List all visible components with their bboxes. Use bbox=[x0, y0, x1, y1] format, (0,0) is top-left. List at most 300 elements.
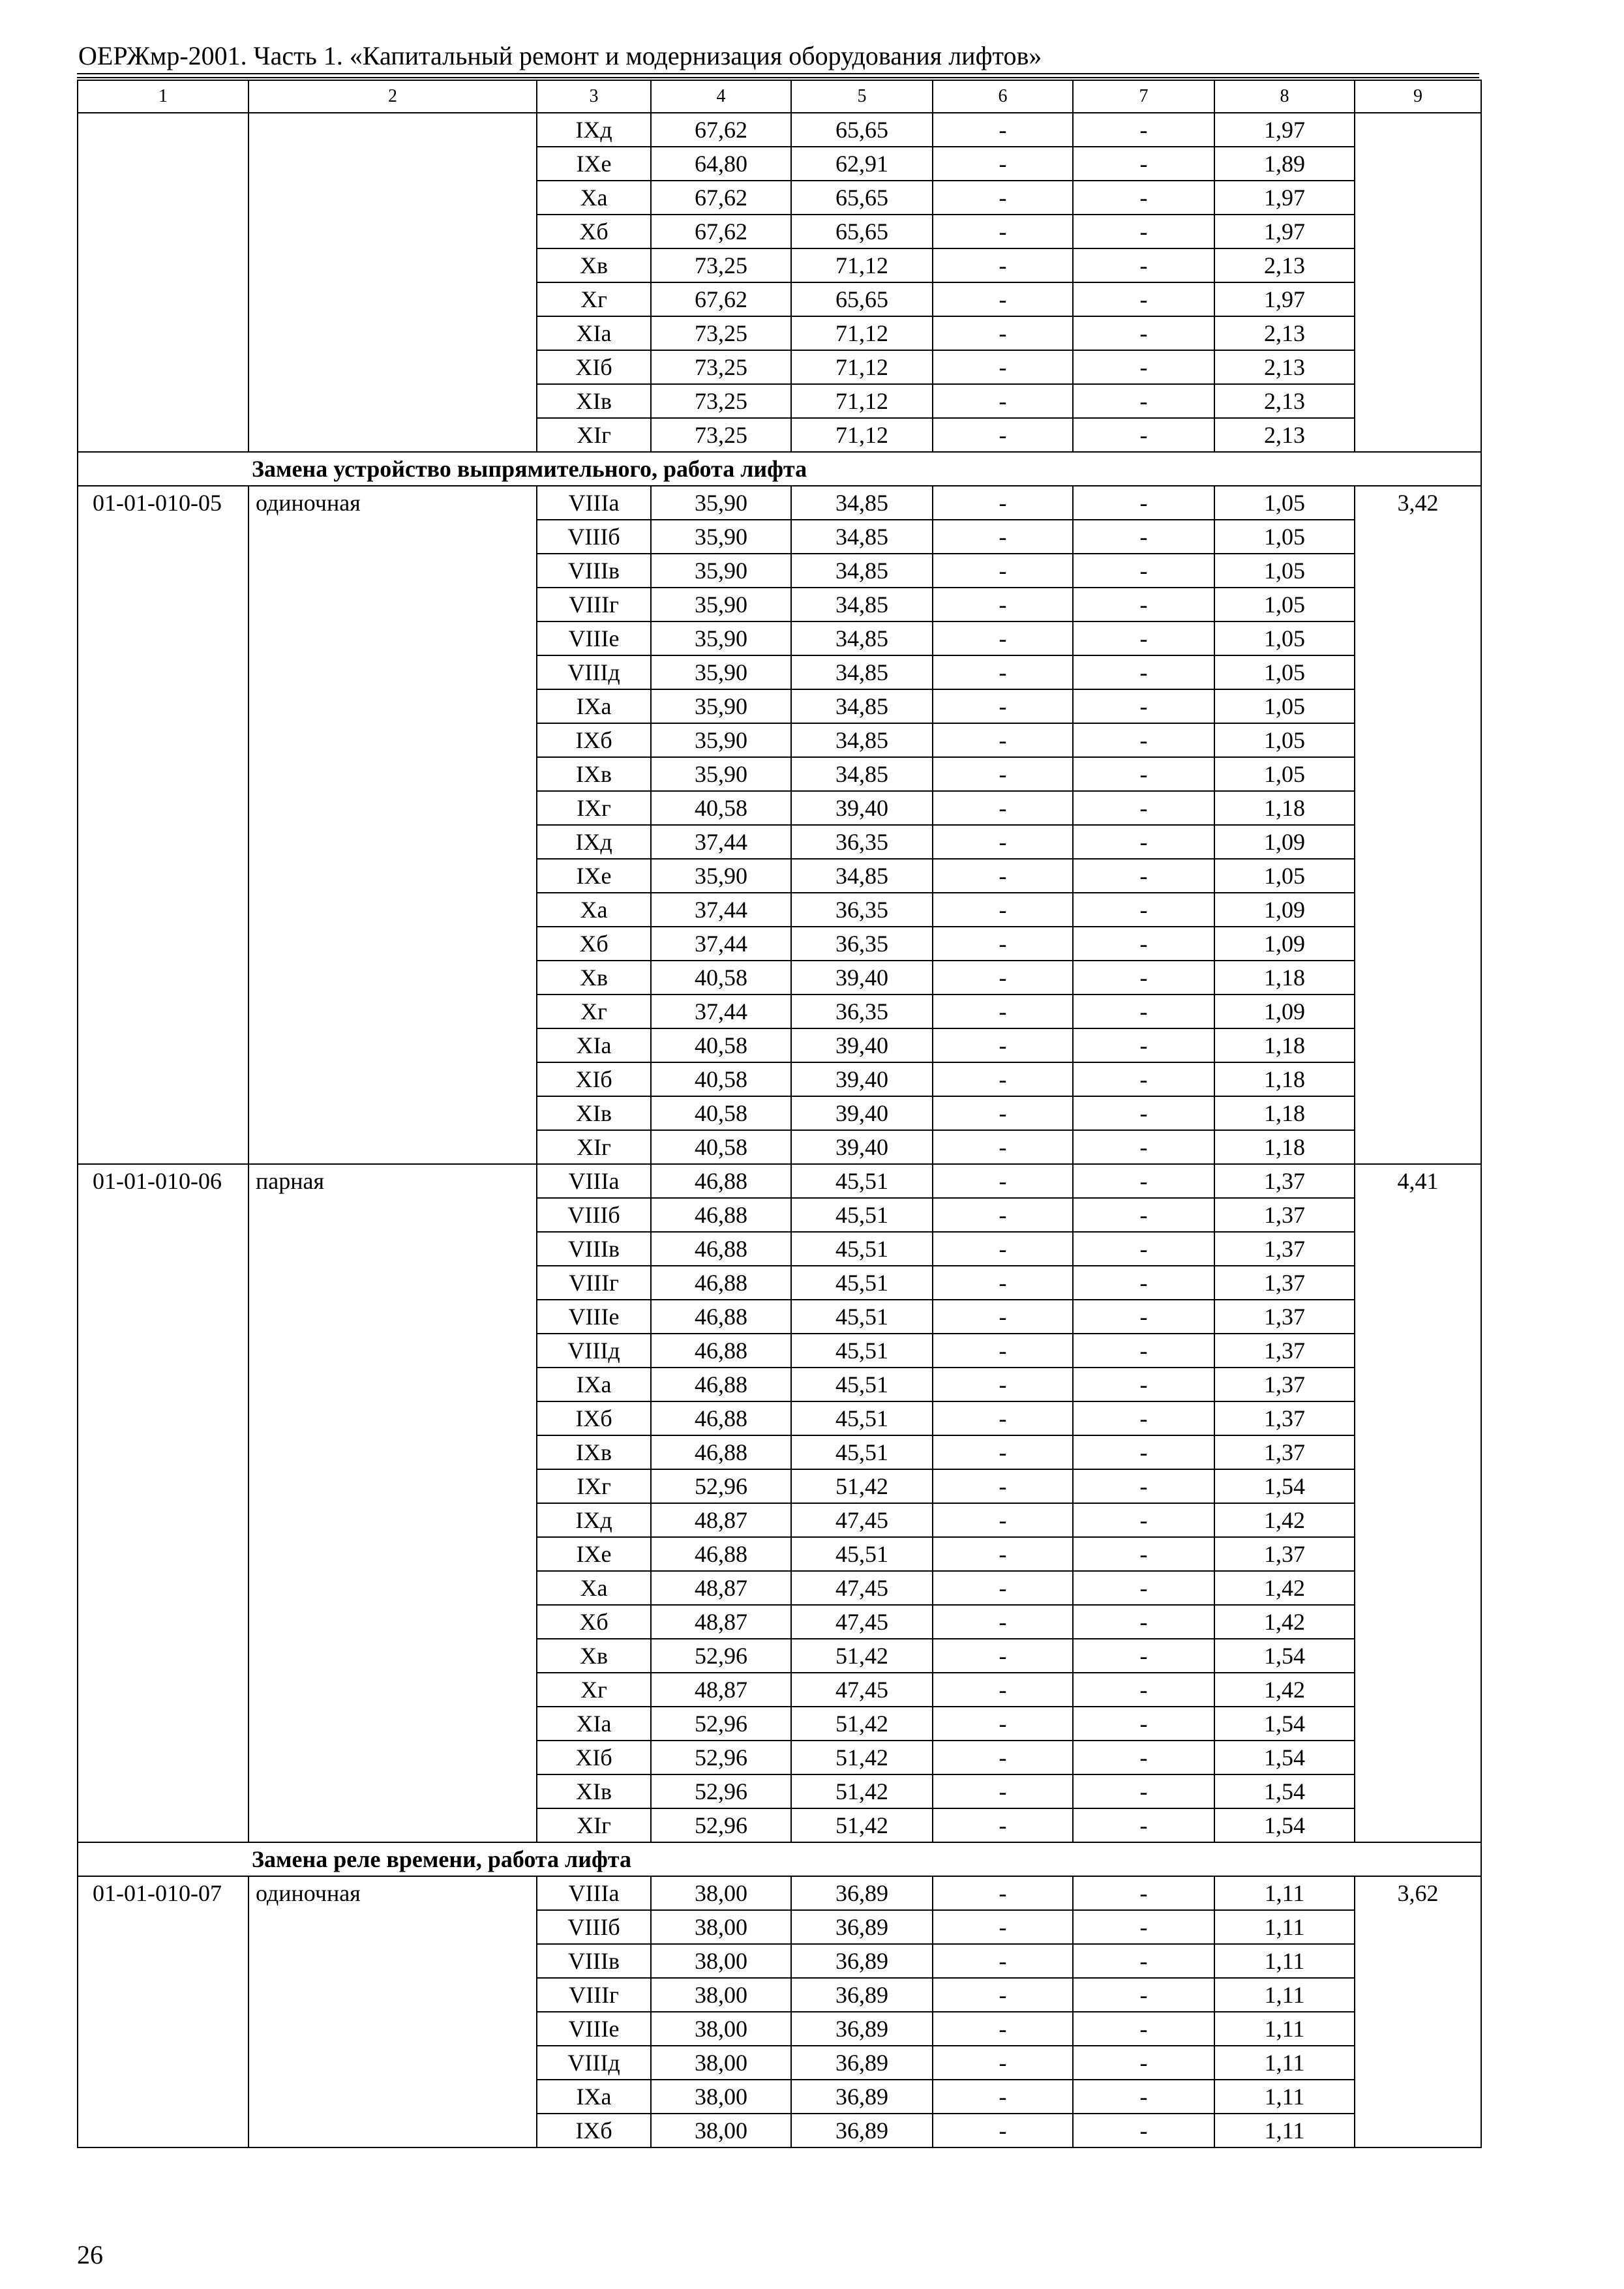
machine-cost-cell: - bbox=[933, 282, 1073, 316]
machine-cost-cell: - bbox=[933, 1164, 1073, 1198]
machinist-wages-cell: - bbox=[1073, 1571, 1214, 1605]
machinist-wages-cell: - bbox=[1073, 1774, 1214, 1808]
machine-cost-cell: - bbox=[933, 1401, 1073, 1435]
materials-cell: 1,18 bbox=[1214, 1096, 1355, 1130]
materials-cell: 1,89 bbox=[1214, 147, 1355, 181]
wages-cell: 36,35 bbox=[791, 893, 933, 927]
materials-cell: 2,13 bbox=[1214, 418, 1355, 452]
materials-cell: 1,37 bbox=[1214, 1164, 1355, 1198]
wages-cell: 47,45 bbox=[791, 1503, 933, 1537]
lift-type-cell: IXе bbox=[537, 1537, 651, 1571]
cost-total-cell: 48,87 bbox=[651, 1673, 791, 1707]
cost-total-cell: 38,00 bbox=[651, 2012, 791, 2046]
machine-cost-cell: - bbox=[933, 1944, 1073, 1978]
wages-cell: 45,51 bbox=[791, 1266, 933, 1300]
column-number: 6 bbox=[933, 80, 1073, 113]
machinist-wages-cell: - bbox=[1073, 588, 1214, 621]
cost-total-cell: 73,25 bbox=[651, 384, 791, 418]
wages-cell: 34,85 bbox=[791, 757, 933, 791]
lift-type-cell: VIIIа bbox=[537, 1876, 651, 1910]
section-title-row bbox=[78, 1842, 1481, 1876]
code-cell: 01-01-010-07 bbox=[78, 1876, 248, 2147]
lift-type-cell: Xв bbox=[537, 1639, 651, 1673]
wages-cell: 65,65 bbox=[791, 215, 933, 248]
cost-total-cell: 35,90 bbox=[651, 486, 791, 520]
labor-total-cell bbox=[1355, 113, 1481, 452]
cost-total-cell: 35,90 bbox=[651, 723, 791, 757]
materials-cell: 1,05 bbox=[1214, 655, 1355, 689]
machinist-wages-cell: - bbox=[1073, 1232, 1214, 1266]
description-cell: одиночная bbox=[248, 486, 537, 1164]
cost-total-cell: 46,88 bbox=[651, 1266, 791, 1300]
lift-type-cell: VIIIе bbox=[537, 2012, 651, 2046]
machinist-wages-cell: - bbox=[1073, 1605, 1214, 1639]
wages-cell: 51,42 bbox=[791, 1774, 933, 1808]
materials-cell: 1,37 bbox=[1214, 1435, 1355, 1469]
machine-cost-cell: - bbox=[933, 1774, 1073, 1808]
machinist-wages-cell: - bbox=[1073, 1300, 1214, 1334]
machinist-wages-cell: - bbox=[1073, 1808, 1214, 1842]
materials-cell: 1,54 bbox=[1214, 1469, 1355, 1503]
wages-cell: 34,85 bbox=[791, 689, 933, 723]
machinist-wages-cell: - bbox=[1073, 248, 1214, 282]
wages-cell: 71,12 bbox=[791, 384, 933, 418]
machine-cost-cell: - bbox=[933, 1978, 1073, 2012]
lift-type-cell: Xв bbox=[537, 961, 651, 995]
machine-cost-cell: - bbox=[933, 1028, 1073, 1062]
machinist-wages-cell: - bbox=[1073, 282, 1214, 316]
wages-cell: 34,85 bbox=[791, 588, 933, 621]
materials-cell: 2,13 bbox=[1214, 316, 1355, 350]
cost-total-cell: 67,62 bbox=[651, 113, 791, 147]
machinist-wages-cell: - bbox=[1073, 791, 1214, 825]
materials-cell: 1,37 bbox=[1214, 1232, 1355, 1266]
wages-cell: 39,40 bbox=[791, 1028, 933, 1062]
description-cell: парная bbox=[248, 1164, 537, 1842]
lift-type-cell: IXе bbox=[537, 859, 651, 893]
wages-cell: 39,40 bbox=[791, 1062, 933, 1096]
column-number: 7 bbox=[1073, 80, 1214, 113]
wages-cell: 45,51 bbox=[791, 1300, 933, 1334]
wages-cell: 36,35 bbox=[791, 995, 933, 1028]
machine-cost-cell: - bbox=[933, 1368, 1073, 1401]
cost-total-cell: 38,00 bbox=[651, 1910, 791, 1944]
wages-cell: 34,85 bbox=[791, 554, 933, 588]
machine-cost-cell: - bbox=[933, 113, 1073, 147]
machinist-wages-cell: - bbox=[1073, 486, 1214, 520]
machine-cost-cell: - bbox=[933, 384, 1073, 418]
lift-type-cell: IXг bbox=[537, 791, 651, 825]
materials-cell: 1,97 bbox=[1214, 282, 1355, 316]
cost-total-cell: 46,88 bbox=[651, 1435, 791, 1469]
lift-type-cell: XIб bbox=[537, 350, 651, 384]
machine-cost-cell: - bbox=[933, 1808, 1073, 1842]
wages-cell: 36,89 bbox=[791, 1944, 933, 1978]
machinist-wages-cell: - bbox=[1073, 1334, 1214, 1368]
materials-cell: 1,42 bbox=[1214, 1673, 1355, 1707]
machine-cost-cell: - bbox=[933, 1571, 1073, 1605]
cost-total-cell: 38,00 bbox=[651, 2046, 791, 2080]
materials-cell: 1,54 bbox=[1214, 1774, 1355, 1808]
machinist-wages-cell: - bbox=[1073, 1130, 1214, 1164]
materials-cell: 2,13 bbox=[1214, 248, 1355, 282]
lift-type-cell: VIIIг bbox=[537, 1978, 651, 2012]
lift-type-cell: Xб bbox=[537, 927, 651, 961]
machine-cost-cell: - bbox=[933, 1198, 1073, 1232]
machinist-wages-cell: - bbox=[1073, 520, 1214, 554]
wages-cell: 65,65 bbox=[791, 113, 933, 147]
materials-cell: 1,18 bbox=[1214, 961, 1355, 995]
machinist-wages-cell: - bbox=[1073, 1503, 1214, 1537]
machinist-wages-cell: - bbox=[1073, 1096, 1214, 1130]
column-number: 2 bbox=[248, 80, 537, 113]
materials-cell: 1,05 bbox=[1214, 859, 1355, 893]
materials-cell: 1,54 bbox=[1214, 1741, 1355, 1774]
cost-total-cell: 35,90 bbox=[651, 655, 791, 689]
machine-cost-cell: - bbox=[933, 1876, 1073, 1910]
lift-type-cell: IXд bbox=[537, 1503, 651, 1537]
header-rule bbox=[77, 77, 1479, 78]
lift-type-cell: VIIIб bbox=[537, 1910, 651, 1944]
machinist-wages-cell: - bbox=[1073, 1707, 1214, 1741]
cost-total-cell: 46,88 bbox=[651, 1198, 791, 1232]
machine-cost-cell: - bbox=[933, 2046, 1073, 2080]
lift-type-cell: Xв bbox=[537, 248, 651, 282]
machine-cost-cell: - bbox=[933, 927, 1073, 961]
lift-type-cell: XIб bbox=[537, 1741, 651, 1774]
materials-cell: 1,11 bbox=[1214, 1978, 1355, 2012]
machine-cost-cell: - bbox=[933, 1503, 1073, 1537]
machinist-wages-cell: - bbox=[1073, 113, 1214, 147]
lift-type-cell: Xг bbox=[537, 995, 651, 1028]
machine-cost-cell: - bbox=[933, 1673, 1073, 1707]
lift-type-cell: XIа bbox=[537, 316, 651, 350]
wages-cell: 51,42 bbox=[791, 1741, 933, 1774]
cost-total-cell: 52,96 bbox=[651, 1469, 791, 1503]
lift-type-cell: Xб bbox=[537, 215, 651, 248]
lift-type-cell: VIIIв bbox=[537, 554, 651, 588]
machinist-wages-cell: - bbox=[1073, 1741, 1214, 1774]
lift-type-cell: VIIIе bbox=[537, 621, 651, 655]
wages-cell: 51,42 bbox=[791, 1707, 933, 1741]
lift-type-cell: IXб bbox=[537, 723, 651, 757]
cost-total-cell: 40,58 bbox=[651, 1028, 791, 1062]
machinist-wages-cell: - bbox=[1073, 1164, 1214, 1198]
machinist-wages-cell: - bbox=[1073, 1537, 1214, 1571]
materials-cell: 1,11 bbox=[1214, 1910, 1355, 1944]
materials-cell: 1,37 bbox=[1214, 1401, 1355, 1435]
code-cell: 01-01-010-05 bbox=[78, 486, 248, 1164]
wages-cell: 47,45 bbox=[791, 1673, 933, 1707]
machine-cost-cell: - bbox=[933, 1232, 1073, 1266]
wages-cell: 36,89 bbox=[791, 1978, 933, 2012]
cost-total-cell: 46,88 bbox=[651, 1401, 791, 1435]
machine-cost-cell: - bbox=[933, 350, 1073, 384]
lift-type-cell: XIа bbox=[537, 1707, 651, 1741]
cost-total-cell: 73,25 bbox=[651, 350, 791, 384]
section-title: Замена реле времени, работа лифта bbox=[78, 1842, 1481, 1876]
machine-cost-cell: - bbox=[933, 689, 1073, 723]
wages-cell: 51,42 bbox=[791, 1469, 933, 1503]
machine-cost-cell: - bbox=[933, 316, 1073, 350]
machine-cost-cell: - bbox=[933, 2080, 1073, 2114]
machine-cost-cell: - bbox=[933, 757, 1073, 791]
machinist-wages-cell: - bbox=[1073, 1435, 1214, 1469]
materials-cell: 1,05 bbox=[1214, 554, 1355, 588]
cost-total-cell: 73,25 bbox=[651, 418, 791, 452]
machine-cost-cell: - bbox=[933, 486, 1073, 520]
lift-type-cell: Xа bbox=[537, 893, 651, 927]
lift-type-cell: XIв bbox=[537, 384, 651, 418]
machine-cost-cell: - bbox=[933, 1639, 1073, 1673]
wages-cell: 65,65 bbox=[791, 181, 933, 215]
wages-cell: 34,85 bbox=[791, 723, 933, 757]
cost-total-cell: 38,00 bbox=[651, 1978, 791, 2012]
section-title: Замена устройство выпрямительного, работа лифта bbox=[78, 452, 1481, 486]
materials-cell: 1,05 bbox=[1214, 520, 1355, 554]
wages-cell: 34,85 bbox=[791, 520, 933, 554]
wages-cell: 71,12 bbox=[791, 350, 933, 384]
materials-cell: 1,42 bbox=[1214, 1571, 1355, 1605]
lift-type-cell: IXв bbox=[537, 757, 651, 791]
wages-cell: 71,12 bbox=[791, 316, 933, 350]
wages-cell: 36,89 bbox=[791, 2046, 933, 2080]
lift-type-cell: Xг bbox=[537, 282, 651, 316]
machinist-wages-cell: - bbox=[1073, 1062, 1214, 1096]
cost-total-cell: 52,96 bbox=[651, 1707, 791, 1741]
materials-cell: 1,11 bbox=[1214, 2114, 1355, 2147]
lift-type-cell: VIIIд bbox=[537, 2046, 651, 2080]
cost-total-cell: 38,00 bbox=[651, 1876, 791, 1910]
lift-type-cell: XIб bbox=[537, 1062, 651, 1096]
wages-cell: 39,40 bbox=[791, 1130, 933, 1164]
materials-cell: 1,05 bbox=[1214, 486, 1355, 520]
materials-cell: 1,97 bbox=[1214, 113, 1355, 147]
rates-table-body bbox=[78, 80, 1481, 2147]
machine-cost-cell: - bbox=[933, 588, 1073, 621]
lift-type-cell: Xг bbox=[537, 1673, 651, 1707]
cost-total-cell: 67,62 bbox=[651, 282, 791, 316]
wages-cell: 45,51 bbox=[791, 1401, 933, 1435]
machinist-wages-cell: - bbox=[1073, 1028, 1214, 1062]
wages-cell: 47,45 bbox=[791, 1605, 933, 1639]
cost-total-cell: 46,88 bbox=[651, 1368, 791, 1401]
machine-cost-cell: - bbox=[933, 2114, 1073, 2147]
materials-cell: 1,05 bbox=[1214, 689, 1355, 723]
cost-total-cell: 35,90 bbox=[651, 621, 791, 655]
cost-total-cell: 35,90 bbox=[651, 588, 791, 621]
machinist-wages-cell: - bbox=[1073, 859, 1214, 893]
machinist-wages-cell: - bbox=[1073, 1944, 1214, 1978]
wages-cell: 45,51 bbox=[791, 1198, 933, 1232]
cost-total-cell: 48,87 bbox=[651, 1503, 791, 1537]
cost-total-cell: 37,44 bbox=[651, 825, 791, 859]
page-number: 26 bbox=[77, 2240, 103, 2269]
cost-total-cell: 52,96 bbox=[651, 1774, 791, 1808]
materials-cell: 1,18 bbox=[1214, 791, 1355, 825]
machine-cost-cell: - bbox=[933, 1537, 1073, 1571]
materials-cell: 1,09 bbox=[1214, 893, 1355, 927]
column-number: 9 bbox=[1355, 80, 1481, 113]
lift-type-cell: VIIIв bbox=[537, 1944, 651, 1978]
machine-cost-cell: - bbox=[933, 248, 1073, 282]
machine-cost-cell: - bbox=[933, 1910, 1073, 1944]
materials-cell: 1,37 bbox=[1214, 1300, 1355, 1334]
wages-cell: 36,89 bbox=[791, 2114, 933, 2147]
machine-cost-cell: - bbox=[933, 1605, 1073, 1639]
lift-type-cell: VIIIе bbox=[537, 1300, 651, 1334]
cost-total-cell: 38,00 bbox=[651, 2114, 791, 2147]
materials-cell: 1,37 bbox=[1214, 1334, 1355, 1368]
machinist-wages-cell: - bbox=[1073, 181, 1214, 215]
materials-cell: 1,37 bbox=[1214, 1537, 1355, 1571]
machine-cost-cell: - bbox=[933, 893, 1073, 927]
lift-type-cell: XIв bbox=[537, 1774, 651, 1808]
materials-cell: 1,54 bbox=[1214, 1639, 1355, 1673]
lift-type-cell: XIг bbox=[537, 1130, 651, 1164]
lift-type-cell: IXг bbox=[537, 1469, 651, 1503]
machine-cost-cell: - bbox=[933, 791, 1073, 825]
machinist-wages-cell: - bbox=[1073, 757, 1214, 791]
description-cell bbox=[248, 113, 537, 452]
lift-type-cell: IXа bbox=[537, 1368, 651, 1401]
wages-cell: 39,40 bbox=[791, 791, 933, 825]
materials-cell: 2,13 bbox=[1214, 384, 1355, 418]
machine-cost-cell: - bbox=[933, 1266, 1073, 1300]
lift-type-cell: Xа bbox=[537, 181, 651, 215]
lift-type-cell: Xб bbox=[537, 1605, 651, 1639]
column-number-row bbox=[78, 80, 1481, 113]
materials-cell: 1,37 bbox=[1214, 1198, 1355, 1232]
wages-cell: 45,51 bbox=[791, 1164, 933, 1198]
materials-cell: 2,13 bbox=[1214, 350, 1355, 384]
machinist-wages-cell: - bbox=[1073, 1639, 1214, 1673]
materials-cell: 1,18 bbox=[1214, 1028, 1355, 1062]
machinist-wages-cell: - bbox=[1073, 1910, 1214, 1944]
lift-type-cell: Xа bbox=[537, 1571, 651, 1605]
cost-total-cell: 46,88 bbox=[651, 1334, 791, 1368]
wages-cell: 36,89 bbox=[791, 2080, 933, 2114]
machine-cost-cell: - bbox=[933, 961, 1073, 995]
materials-cell: 1,18 bbox=[1214, 1062, 1355, 1096]
machinist-wages-cell: - bbox=[1073, 825, 1214, 859]
wages-cell: 36,89 bbox=[791, 1876, 933, 1910]
table-row bbox=[78, 113, 1481, 147]
materials-cell: 1,18 bbox=[1214, 1130, 1355, 1164]
materials-cell: 1,37 bbox=[1214, 1368, 1355, 1401]
machinist-wages-cell: - bbox=[1073, 418, 1214, 452]
machine-cost-cell: - bbox=[933, 1062, 1073, 1096]
materials-cell: 1,05 bbox=[1214, 757, 1355, 791]
cost-total-cell: 64,80 bbox=[651, 147, 791, 181]
materials-cell: 1,11 bbox=[1214, 2012, 1355, 2046]
page-header-title: ОЕРЖмр-2001. Часть 1. «Капитальный ремонт и модернизация оборудования лифтов» bbox=[78, 41, 1042, 70]
machine-cost-cell: - bbox=[933, 2012, 1073, 2046]
lift-type-cell: XIг bbox=[537, 418, 651, 452]
cost-total-cell: 35,90 bbox=[651, 520, 791, 554]
machine-cost-cell: - bbox=[933, 621, 1073, 655]
table-row bbox=[78, 1164, 1481, 1198]
lift-type-cell: VIIIа bbox=[537, 1164, 651, 1198]
wages-cell: 51,42 bbox=[791, 1808, 933, 1842]
wages-cell: 39,40 bbox=[791, 961, 933, 995]
machine-cost-cell: - bbox=[933, 723, 1073, 757]
machine-cost-cell: - bbox=[933, 1741, 1073, 1774]
wages-cell: 47,45 bbox=[791, 1571, 933, 1605]
machinist-wages-cell: - bbox=[1073, 350, 1214, 384]
wages-cell: 34,85 bbox=[791, 655, 933, 689]
wages-cell: 34,85 bbox=[791, 486, 933, 520]
machine-cost-cell: - bbox=[933, 655, 1073, 689]
cost-total-cell: 38,00 bbox=[651, 2080, 791, 2114]
machinist-wages-cell: - bbox=[1073, 893, 1214, 927]
labor-total-cell: 3,42 bbox=[1355, 486, 1481, 1164]
machinist-wages-cell: - bbox=[1073, 1673, 1214, 1707]
wages-cell: 36,35 bbox=[791, 927, 933, 961]
column-number: 8 bbox=[1214, 80, 1355, 113]
lift-type-cell: IXб bbox=[537, 1401, 651, 1435]
machine-cost-cell: - bbox=[933, 1435, 1073, 1469]
materials-cell: 1,11 bbox=[1214, 1876, 1355, 1910]
column-number: 1 bbox=[78, 80, 248, 113]
cost-total-cell: 52,96 bbox=[651, 1741, 791, 1774]
lift-type-cell: IXд bbox=[537, 825, 651, 859]
lift-type-cell: XIв bbox=[537, 1096, 651, 1130]
machine-cost-cell: - bbox=[933, 181, 1073, 215]
cost-total-cell: 46,88 bbox=[651, 1164, 791, 1198]
rates-table bbox=[77, 80, 1482, 2148]
machinist-wages-cell: - bbox=[1073, 1368, 1214, 1401]
wages-cell: 65,65 bbox=[791, 282, 933, 316]
table-row bbox=[78, 1876, 1481, 1910]
machinist-wages-cell: - bbox=[1073, 995, 1214, 1028]
labor-total-cell: 3,62 bbox=[1355, 1876, 1481, 2147]
cost-total-cell: 46,88 bbox=[651, 1232, 791, 1266]
wages-cell: 39,40 bbox=[791, 1096, 933, 1130]
cost-total-cell: 40,58 bbox=[651, 1062, 791, 1096]
machinist-wages-cell: - bbox=[1073, 1198, 1214, 1232]
cost-total-cell: 35,90 bbox=[651, 859, 791, 893]
machinist-wages-cell: - bbox=[1073, 621, 1214, 655]
machinist-wages-cell: - bbox=[1073, 316, 1214, 350]
machinist-wages-cell: - bbox=[1073, 384, 1214, 418]
code-cell: 01-01-010-06 bbox=[78, 1164, 248, 1842]
column-number: 3 bbox=[537, 80, 651, 113]
cost-total-cell: 35,90 bbox=[651, 757, 791, 791]
materials-cell: 1,97 bbox=[1214, 215, 1355, 248]
cost-total-cell: 40,58 bbox=[651, 791, 791, 825]
wages-cell: 34,85 bbox=[791, 859, 933, 893]
wages-cell: 45,51 bbox=[791, 1368, 933, 1401]
cost-total-cell: 52,96 bbox=[651, 1639, 791, 1673]
column-number: 5 bbox=[791, 80, 933, 113]
description-cell: одиночная bbox=[248, 1876, 537, 2147]
machinist-wages-cell: - bbox=[1073, 2114, 1214, 2147]
machine-cost-cell: - bbox=[933, 147, 1073, 181]
labor-total-cell: 4,41 bbox=[1355, 1164, 1481, 1842]
lift-type-cell: VIIIг bbox=[537, 588, 651, 621]
materials-cell: 1,11 bbox=[1214, 1944, 1355, 1978]
lift-type-cell: VIIIг bbox=[537, 1266, 651, 1300]
materials-cell: 1,05 bbox=[1214, 621, 1355, 655]
machine-cost-cell: - bbox=[933, 859, 1073, 893]
cost-total-cell: 52,96 bbox=[651, 1808, 791, 1842]
machinist-wages-cell: - bbox=[1073, 927, 1214, 961]
wages-cell: 36,35 bbox=[791, 825, 933, 859]
materials-cell: 1,54 bbox=[1214, 1707, 1355, 1741]
machine-cost-cell: - bbox=[933, 554, 1073, 588]
lift-type-cell: VIIIд bbox=[537, 655, 651, 689]
